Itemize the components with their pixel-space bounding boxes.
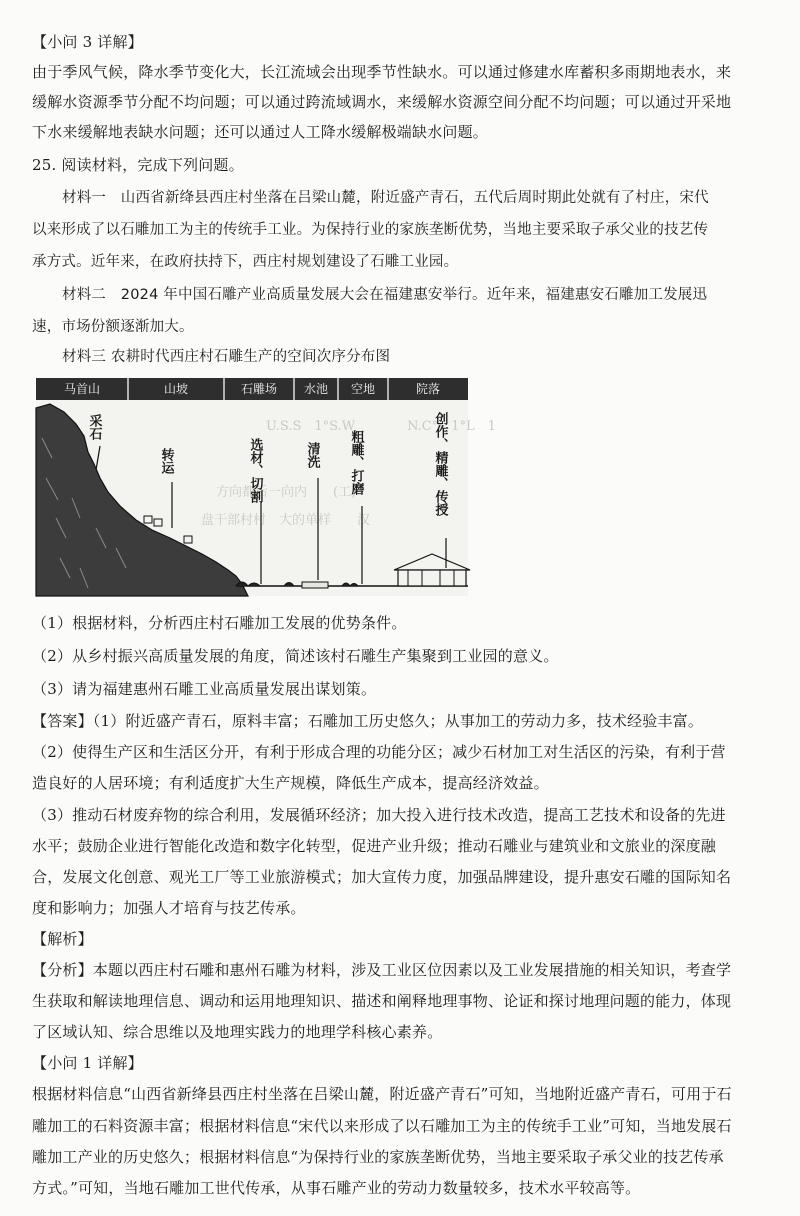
analysis-line: 了区域认知、综合思维以及地理实践力的地理学科核心素养。: [32, 1023, 443, 1041]
header-mountain: 马首山: [63, 382, 101, 396]
step-select-cut: 选材、切割: [247, 438, 263, 503]
answer-line: 水平；鼓励企业进行智能化改造和数字化转型，促进产业升级；推动石雕业与建筑业和文旅业的深度融: [32, 837, 717, 855]
explanation-line: 方式。”可知，当地石雕加工世代传承，从事石雕产业的劳动力数量较多，技术水平较高等。: [32, 1179, 641, 1197]
answer-line: 造良好的人居环境；有利适度扩大生产规模，降低生产成本，提高经济效益。: [32, 774, 549, 792]
material-one: 材料一 山西省新绛县西庄村坐落在吕梁山麓，附近盛产青石，五代后周时期此处就有了村庄，宋代: [62, 190, 709, 206]
figure-caption: 材料三 农耕时代西庄村石雕生产的空间次序分布图: [62, 349, 391, 365]
header-pond: 水池: [303, 382, 329, 396]
text-line: 缓解水资源季节分配不均问题；可以通过跨流域调水，来缓解水资源空间分配不均问题；可以通过开采地: [32, 93, 732, 111]
explanation-line: 雕加工产业的历史悠久；根据材料信息“为保持行业的家族垄断优势，当地主要采取子承父业的技艺传承: [32, 1148, 724, 1166]
svg-text:U.S.S 1°S.W N.C° 1°L 1: U.S.S 1°S.W N.C° 1°L 1: [266, 419, 496, 434]
material-one-cont: 承方式。近年来，在政府扶持下，西庄村规划建设了石雕工业园。: [32, 254, 459, 270]
explanation-line: 雕加工的石料资源丰富；根据材料信息“宋代以来形成了以石雕加工为主的传统手工业”可知，当地发展石: [32, 1117, 732, 1135]
sub-question-1: （1）根据材料，分析西庄村石雕加工发展的优势条件。: [32, 614, 407, 632]
answer-line: （2）使得生产区和生活区分开，有利于形成合理的功能分区；减少石材加工对生活区的污染，有利于营: [32, 743, 726, 761]
step-create-carve-teach: 创作、精雕、传授: [432, 412, 448, 516]
header-carving-yard: 石雕场: [240, 382, 278, 396]
svg-text:方向都后一向内 (工): 方向都后一向内 (工): [216, 485, 357, 500]
sub-question-2: （2）从乡村振兴高质量发展的角度，简述该村石雕生产集聚到工业园的意义。: [32, 647, 559, 665]
header-slope: 山坡: [163, 382, 189, 396]
text-line: 由于季风气候，降水季节变化大，长江流域会出现季节性缺水。可以通过修建水库蓄积多雨期地表水，来: [32, 63, 732, 81]
sub-question-3: （3）请为福建惠州石雕工业高质量发展出谋划策。: [32, 680, 377, 698]
header-courtyard: 院落: [415, 382, 441, 396]
section-heading-q1: 【小问 1 详解】: [32, 1054, 143, 1072]
step-quarry: 采石: [86, 414, 102, 440]
material-one-cont: 以来形成了以石雕加工为主的传统手工业。为保持行业的家族垄断优势，当地主要采取子承父业的技艺传: [32, 222, 709, 238]
spatial-sequence-figure: [36, 378, 496, 596]
analysis-heading: 【解析】: [32, 930, 93, 948]
text-line: 下水来缓解地表缺水问题；还可以通过人工降水缓解极端缺水问题。: [32, 123, 489, 141]
header-open-space: 空地: [350, 382, 376, 396]
answer-line: 度和影响力；加强人才培育与技艺传承。: [32, 899, 306, 917]
answer-heading: 【答案】（1）附近盛产青石，原料丰富；石雕加工历史悠久；从事加工的劳动力多，技术经验丰富。: [32, 712, 704, 730]
explanation-line: 根据材料信息“山西省新绛县西庄村坐落在吕梁山麓，附近盛产青石”可知，当地附近盛产青石，可用于石: [32, 1085, 732, 1103]
pond-shape: [302, 582, 328, 588]
step-wash: 清洗: [304, 442, 320, 468]
analysis-line: 生获取和解读地理信息、调动和运用地理知识、描述和阐释地理事物、论证和探讨地理问题的能力，体现: [32, 992, 732, 1010]
svg-text:盘干部村村 大的单样 汉: 盘干部村村 大的单样 汉: [201, 513, 371, 528]
figure-svg: [36, 378, 496, 596]
answer-line: 合，发展文化创意、观光工厂等工业旅游模式；加大宣传力度，加强品牌建设，提升惠安石雕的国际知名: [32, 868, 732, 886]
step-transport: 转运: [158, 448, 174, 474]
answer-line: （3）推动石材废弃物的综合利用，发展循环经济；加大投入进行技术改造，提高工艺技术和设备的先进: [32, 806, 726, 824]
material-two: 材料二 2024 年中国石雕产业高质量发展大会在福建惠安举行。近年来，福建惠安石雕加工发展迅: [62, 287, 708, 303]
question-title: 25. 阅读材料，完成下列问题。: [32, 156, 244, 174]
section-heading-q3: 【小问 3 详解】: [32, 33, 143, 51]
analysis-line: 【分析】本题以西庄村石雕和惠州石雕为材料，涉及工业区位因素以及工业发展措施的相关知识，考查学: [32, 961, 732, 979]
step-rough-polish: 粗雕、打磨: [348, 430, 364, 495]
material-two-cont: 速，市场份额逐渐加大。: [32, 319, 194, 335]
